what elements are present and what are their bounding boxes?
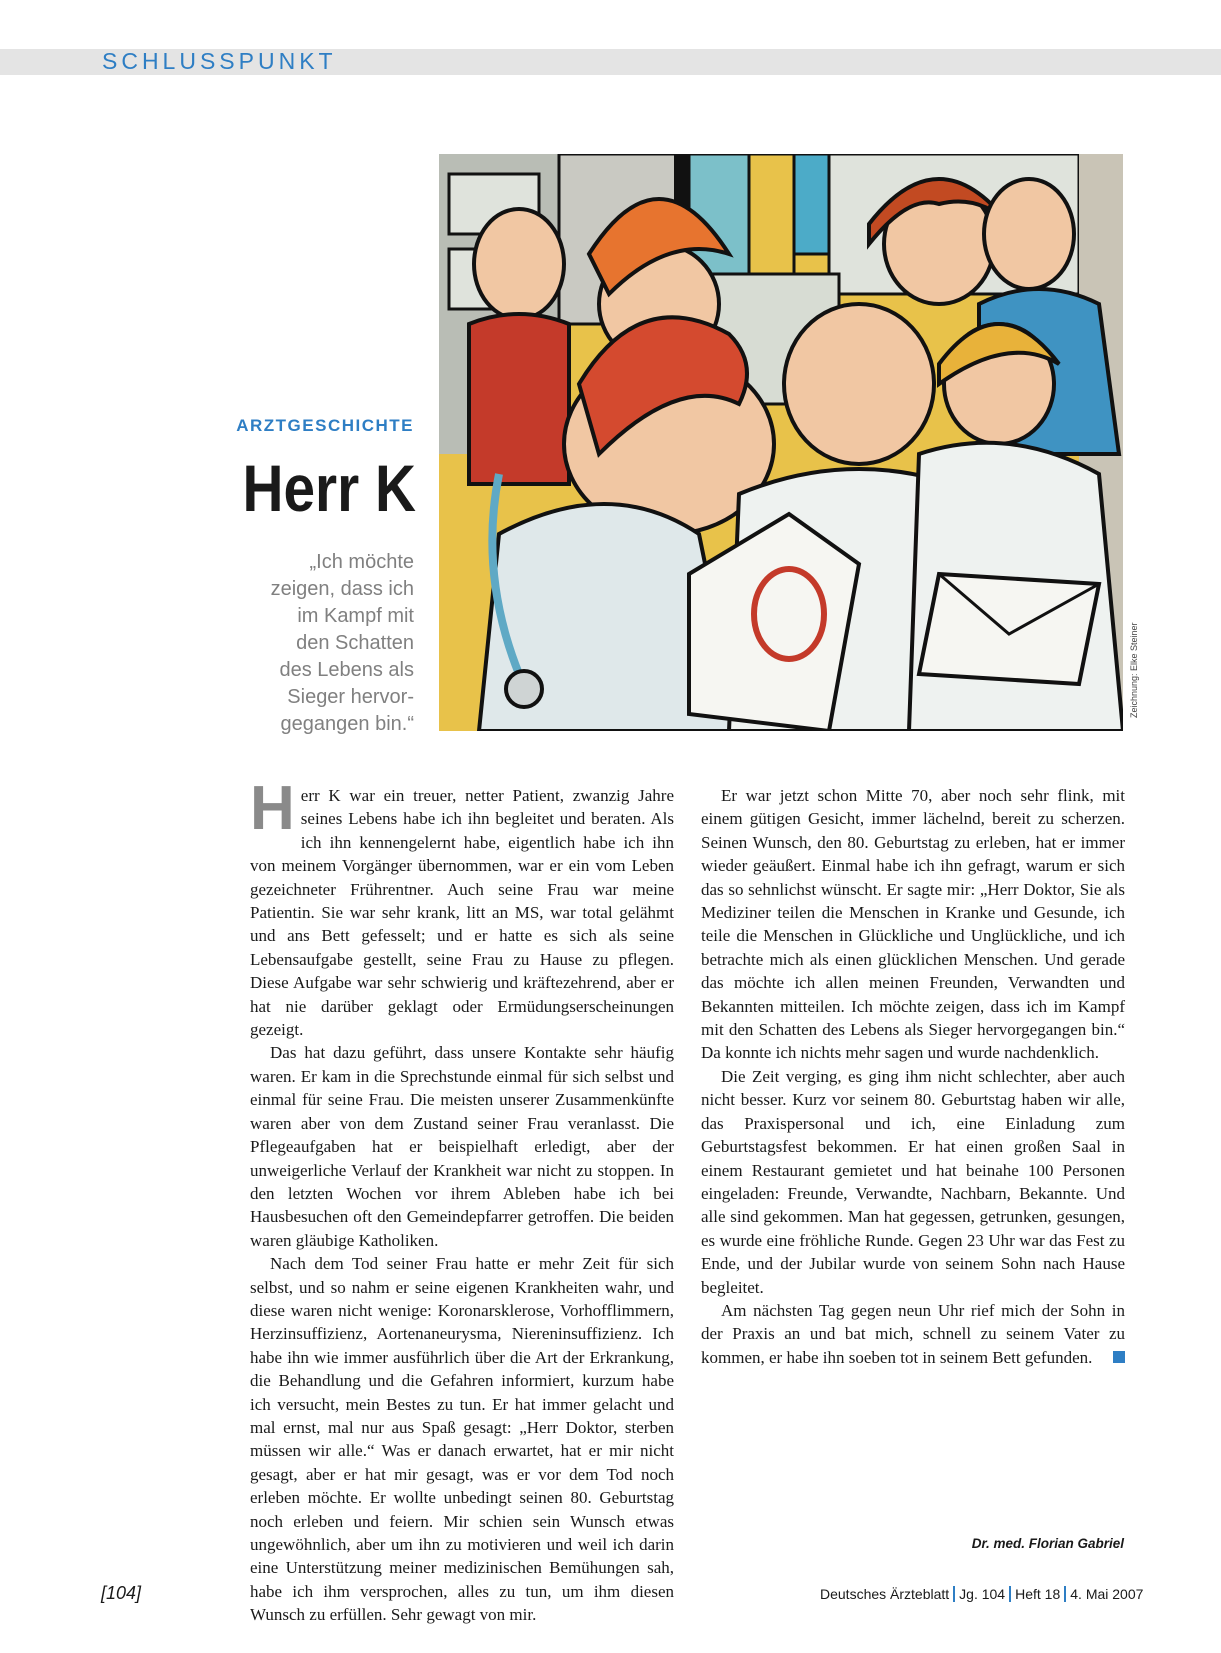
article-kicker: ARZTGESCHICHTE <box>236 416 414 435</box>
pull-quote-line: zeigen, dass ich <box>270 578 414 600</box>
end-mark-icon <box>1113 1351 1125 1363</box>
paragraph: Die Zeit verging, es ging ihm nicht schlechter, aber auch nicht besser. Kurz vor seinem 80. Geburtstag haben wir alle, das Praxispersonal und ich, eine Einladung zum Geburtstagsfest bekommen. Er hat einen großen Saal in einem Restaurant gemietet und hat beinahe 100 Personen eingeladen: Freunde, Verwandte, Nachbarn, Bekannte. Und alle sind gekommen. Man hat gegessen, getrunken, gesungen, es wurde eine fröhliche Runde. Gegen 23 Uhr war das Fest zu Ende, und der Jubilar wurde von seinem Sohn nach Hause begleitet. <box>701 1066 1125 1297</box>
paragraph: Das hat dazu geführt, dass unsere Kontakte sehr häufig waren. Er kam in die Sprechstunde einmal für sich selbst und einmal für seine Frau. Die meisten unserer Zusammenkünfte waren aber von dem Zustand seiner Frau veranlasst. Die Pflegeaufgaben hat er beispielhaft erledigt, aber der unweigerliche Verlauf der Krankheit war nicht zu stoppen. In den letzten Wochen vor ihrem Ableben habe ich bei Hausbesuchen oft den Gemeindepfarrer getroffen. Die beiden waren gläubige Katholiken. <box>250 1043 674 1250</box>
paragraph <box>701 1299 1125 1369</box>
drop-cap: H <box>250 774 295 843</box>
paragraph-text: Am nächsten Tag gegen neun Uhr rief mich der Sohn in der Praxis an und bat mich, schnell zu seinem Vater zu kommen, er habe ihn soeben tot in seinem Bett gefunden. <box>701 1300 1125 1367</box>
pull-quote-line: den Schatten <box>296 632 414 654</box>
publication-reference <box>820 1586 1144 1602</box>
section-label: SCHLUSSPUNKT <box>102 48 337 74</box>
pull-quote-line: Sieger hervor- <box>287 686 414 708</box>
page-number: [104] <box>101 1583 142 1603</box>
article-body <box>250 774 674 1627</box>
article-body-continued <box>701 784 1125 1369</box>
issue: Heft 18 <box>1015 1586 1061 1602</box>
pull-quote-line: gegangen bin.“ <box>280 713 414 735</box>
separator <box>1009 1586 1011 1602</box>
volume: Jg. 104 <box>959 1586 1006 1602</box>
separator <box>953 1586 955 1602</box>
pull-quote <box>220 549 414 738</box>
separator <box>1064 1586 1066 1602</box>
pull-quote-line: im Kampf mit <box>297 605 414 627</box>
pull-quote-line: „Ich möchte <box>309 551 414 573</box>
illustration-credit: Zeichnung: Elke Steiner <box>1129 622 1139 718</box>
paragraph: Nach dem Tod seiner Frau hatte er mehr Zeit für sich selbst, und so nahm er seine eigenen Krankheiten wahr, und diese waren nicht wenige: Koronarsklerose, Vorhofflimmern, Herzinsuffizienz, Aortenaneurysma, Niereninsuffizienz. Ich habe ihn wie immer ausführlich über die Art der Erkrankung, die Behandlung und die Gefahren informiert, kurzum habe ich versucht, mein Bestes zu tun. Er hat immer gelacht und mal ernst, mal nur aus Spaß gesagt: „Herr Doktor, sterben müssen wir alle.“ Was er danach erwartet, hat er mir nicht gesagt, aber er hat mir gesagt, was er vor dem Tod noch erleben möchte. Er wollte unbedingt seinen 80. Geburtstag noch erleben und feiern. Mir schien sein Wunsch etwas ungewöhnlich, aber um ihn zu motivieren und weil ich darin eine Unterstützung meiner medizinischen Bemühungen sah, habe ich ihm versprochen, alles zu tun, um ihm diesen Wunsch zu erfüllen. Sehr gewagt von mir. <box>250 1254 674 1625</box>
author-byline: Dr. med. Florian Gabriel <box>971 1536 1124 1551</box>
journal-name: Deutsches Ärzteblatt <box>820 1586 950 1602</box>
paragraph <box>250 774 674 1041</box>
issue-date: 4. Mai 2007 <box>1070 1586 1144 1602</box>
paragraph-text: err K war ein treuer, netter Patient, zwanzig Jahre seines Lebens habe ich ihn begleitet und beraten. Als ich ihn kennengelernt habe, eigentlich habe ich ihn von meinem Vorgänger übernommen, war er ein vom Leben gezeichneter Frührentner. Auch seine Frau war meine Patientin. Sie war sehr krank, litt an MS, war total gelähmt und ans Bett gefesselt; und er hatte es sich als seine Lebensaufgabe gestellt, seine Frau zu Hause zu pflegen. Diese Aufgabe war sehr schwierig und kräftezehrend, aber er hat nie darüber geklagt oder Ermüdungserscheinungen gezeigt. <box>250 786 674 1040</box>
paragraph: Er war jetzt schon Mitte 70, aber noch sehr flink, mit einem gütigen Gesicht, immer lächelnd, bereit zu scherzen. Seinen Wunsch, den 80. Geburtstag zu erleben, hat er immer wieder geäußert. Einmal habe ich ihn gefragt, warum er sich das so sehnlichst wünscht. Er sagte mir: „Herr Doktor, Sie als Mediziner teilen die Menschen in Kranke und Gesunde, ich teile die Menschen in Glückliche und Unglückliche, und ich betrachte mich als einen glücklichen Menschen. Und gerade das möchte ich allen meinen Freunden, Verwandten und Bekannten mitteilen. Ich möchte zeigen, dass ich im Kampf mit den Schatten des Lebens als Sieger hervorgegangen bin.“ Da konnte ich nichts mehr sagen und wurde nachdenklich. <box>701 786 1125 1063</box>
pull-quote-line: des Lebens als <box>279 659 414 681</box>
article-title: Herr K <box>242 451 416 525</box>
article-illustration <box>439 154 1123 731</box>
